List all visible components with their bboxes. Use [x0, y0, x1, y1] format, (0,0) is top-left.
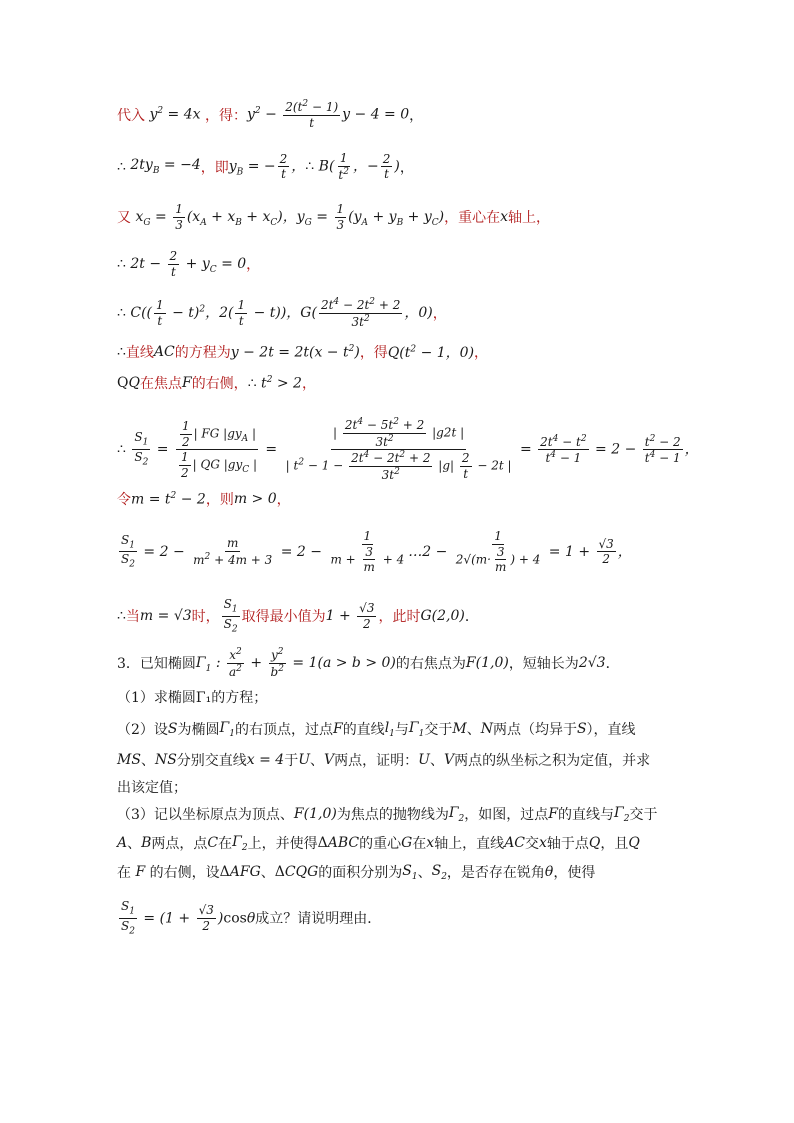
- formula: ∴ $t^2 > 2$: [247, 374, 302, 392]
- text: ，使得: [553, 865, 596, 881]
- solution-line-11: ∴ 当 m = √3 时， $\frac{S_1}{S_2}$ 取得最小值为 1 + $\frac{√3}{2}$ ，此时 G(2,0) ．: [117, 597, 479, 635]
- line-ac: AC: [153, 344, 175, 360]
- formula: $y_B$ = − $\frac{2}{t}$ ，∴ B( $\frac{1}{t^2}$ ，− $\frac{2}{t}$ ): [228, 151, 400, 182]
- formula: ∴ C(( $\frac{1}{t}$ − t)$^2$，2( $\frac{1}{t}$ − t))，G( $\frac{2t^4 - 2t^2 + 2}{3t^2}$ ，0): [117, 297, 433, 329]
- solution-line-4: ∴ 2t − $\frac{2}{t}$ + $y_C = 0$ ，: [117, 249, 261, 279]
- formula: $\frac{S_1}{S_2}$ = 2 − $\frac{m}{m^2 + 4m + 3}$ = 2 − 1 m + $\frac{3}{m}$ + 4 …2 − 1 2√(m· $\frac{3}{m}$ ) + 4 = 1 + $\frac{√3}{2}$ ，: [121, 529, 632, 575]
- problem-part-2-line-3: [117, 777, 187, 797]
- text: ，此时: [378, 609, 421, 626]
- formula: $2ty_B = -4$: [125, 157, 201, 176]
- text: ，且: [600, 836, 629, 852]
- text: ），直线: [586, 722, 636, 738]
- text: 时，: [191, 609, 220, 626]
- text: 与: [394, 722, 409, 738]
- text: ，得: [359, 345, 388, 361]
- text: （3）记以坐标原点为顶点、: [117, 807, 294, 823]
- formula: $\frac{S_1}{S_2}$: [223, 597, 238, 635]
- solution-line-10: [117, 530, 632, 574]
- formula: F(1,0): [465, 655, 509, 672]
- text: 在: [218, 836, 233, 852]
- formula: QQ: [117, 375, 140, 391]
- text: （2）设: [117, 722, 168, 738]
- solution-line-5: ∴ C(( $\frac{1}{t}$ − t)$^2$，2( $\frac{1}{t}$ − t))，G( $\frac{2t^4 - 2t^2 + 2}{3t^2}$ ，0) ，: [117, 297, 447, 329]
- text: 直线: [125, 345, 154, 361]
- text: 在焦点: [139, 376, 182, 392]
- solution-line-6: ∴ 直线 AC 的方程为 $y - 2t = 2t(x - t^2)$ ，得 $Q(t^2 - 1$，0) ，: [117, 343, 489, 361]
- formula: $y - 2t = 2t(x - t^2)$: [230, 343, 360, 361]
- text: ，重心在: [444, 210, 501, 227]
- formula: 2√3: [578, 655, 606, 672]
- formula: m = √3: [139, 608, 192, 625]
- problem-part-2-line-2: MS 、 NS 分别交直线 x = 4 于 U 、 V 两点，证明： U 、 V 两点的纵坐标之积为定值，并求: [117, 752, 651, 769]
- text: 出该定值；: [117, 780, 187, 796]
- formula: F: [181, 375, 192, 391]
- axis-symbol: x: [500, 209, 508, 226]
- text: 、: [127, 836, 142, 852]
- formula: ∴ $\frac{S_1}{S_2}$ = $\frac{1}{2}$ | FG $|gy_A$ | $\frac{1}{2}$ | QG $|gy_C$ | = | $\frac{2t^4 - 5t^2 + 2}{3t^2}$ |g2t | | $t^2 - 1$ − $\frac{2t^4 - 2t^2 + 2}{3t^2}$ |g| $\frac{2}{t}$ − 2t | = $\frac{2t^4 - t^2}{t^4 - 1}$ = 2 − $\frac{t^2 - 2}{t^4 - 1}$ ，: [117, 417, 699, 482]
- formula: $y^2$ − $\frac{2(t^2 - 1)}{t}$ y − 4 = 0: [246, 99, 410, 130]
- formula: $\frac{S_1}{S_2}$ = (1 + $\frac{√3}{2}$ )cosθ: [121, 899, 256, 937]
- text: 两点（均异于: [492, 722, 577, 738]
- text: 两点，点: [151, 836, 208, 852]
- text: 轴上，: [508, 210, 550, 227]
- text: 轴于点: [546, 836, 589, 852]
- problem-part-3-line-4: [117, 900, 381, 937]
- problem-3-intro: 3． 已知椭圆 $\Gamma_1$ : $\frac{x^2}{a^2}$ + $\frac{y^2}{b^2}$ = 1(a > b > 0) 的右焦点为 F(1,0) ，短轴长为 2√3 ．: [117, 647, 620, 679]
- text: 的右顶点，过点: [234, 722, 333, 738]
- text: 于: [284, 753, 299, 769]
- therefore-symbol: ∴: [117, 158, 126, 175]
- text: 交于: [629, 807, 658, 823]
- problem-number: 3．: [117, 656, 140, 673]
- problem-part-3-line-1: （3）记以坐标原点为顶点、 F(1,0) 为焦点的抛物线为 $\Gamma_2$ ，如图，过点 F 的直线与 $\Gamma_2$ 交于: [117, 804, 658, 824]
- text: 代入: [117, 107, 145, 124]
- text: 、: [429, 753, 444, 769]
- text: ，得：: [204, 107, 247, 124]
- text: 两点，证明：: [334, 753, 419, 769]
- text: 分别交直线: [176, 753, 247, 769]
- text: 、: [310, 753, 325, 769]
- text: 、: [466, 722, 481, 738]
- text: 的方程为: [174, 345, 231, 361]
- formula: $Q(t^2 - 1$，0): [387, 344, 475, 361]
- text: 令: [117, 492, 131, 508]
- problem-part-2-line-1: （2）设 S 为椭圆 $\Gamma_1$ 的右顶点，过点 F 的直线 $l_1$ 与 $\Gamma_1$ 交于 M 、 N 两点（均异于 S ），直线: [117, 719, 636, 739]
- text: 、: [140, 753, 155, 769]
- text: 成立？请说明理由．: [255, 911, 382, 928]
- text: 在: [412, 836, 427, 852]
- text: 的右焦点为: [395, 656, 466, 673]
- text: 当: [125, 609, 140, 626]
- problem-part-1: [117, 687, 267, 707]
- text: 的直线与: [558, 807, 614, 823]
- solution-line-9: 令 $m = t^2 - 2$ ，则 m > 0 ，: [117, 490, 291, 508]
- text: 为焦点的抛物线为: [336, 807, 449, 823]
- text: 已知椭圆: [139, 656, 196, 673]
- text: 又: [117, 210, 131, 227]
- text: 的直线: [342, 722, 385, 738]
- text: 的面积分别为: [318, 865, 403, 881]
- formula: G(2,0): [420, 608, 465, 625]
- text: 交: [525, 836, 540, 852]
- formula: 1 + $\frac{√3}{2}$: [325, 601, 375, 631]
- text: ，则: [205, 492, 234, 508]
- solution-line-7: QQ 在焦点 F 的右侧， ∴ $t^2 > 2$ ，: [117, 374, 316, 392]
- problem-part-3-line-3: 在 F 的右侧，设 ΔAFG 、 ΔCQG 的面积分别为 $S_1$ 、 $S_2$ ，是否存在锐角 θ ，使得: [117, 862, 596, 882]
- text: ，如图，过点: [464, 807, 549, 823]
- text: ，是否存在锐角: [446, 865, 545, 881]
- solution-line-2: ∴ $2ty_B = -4$ ，即 $y_B$ = − $\frac{2}{t}$ ，∴ B( $\frac{1}{t^2}$ ，− $\frac{2}{t}$ ) ，: [117, 151, 414, 182]
- solution-line-8: [117, 418, 699, 481]
- formula: $\Gamma_1$ : $\frac{x^2}{a^2}$ + $\frac{y^2}{b^2}$ = 1(a > b > 0): [195, 647, 396, 679]
- problem-part-3-line-2: A 、 B 两点，点 C 在 $\Gamma_2$ 上，并使得 ΔABC 的重心 G 在 x 轴上，直线 AC 交 x 轴于点 Q ，且 Q: [117, 833, 640, 853]
- solution-line-1: 代入 $y^2 = 4x$ ，得： $y^2$ − $\frac{2(t^2 - 1)}{t}$ y − 4 = 0 ，: [117, 99, 424, 130]
- formula: $m = t^2 - 2$: [131, 490, 206, 508]
- formula: ∴ 2t − $\frac{2}{t}$ + $y_C = 0$: [117, 249, 247, 279]
- text: ，即: [200, 159, 229, 176]
- solution-line-3: [117, 203, 550, 231]
- formula: $x_G$ = $\frac{1}{3}$ $(x_A + x_B + x_C)$，$y_G$ = $\frac{1}{3}$ $(y_A + y_B + y_C)$: [131, 202, 445, 232]
- text: 上，并使得: [247, 836, 318, 852]
- text: 交于: [424, 722, 453, 738]
- text: 取得最小值为: [241, 609, 326, 626]
- text: 两点的纵坐标之积为定值，并求: [454, 753, 651, 769]
- text: 轴上，直线: [434, 836, 505, 852]
- text: 、: [260, 865, 275, 881]
- formula: $y^2 = 4x$: [145, 106, 205, 123]
- text: 的右侧，: [191, 376, 248, 392]
- text: 、: [417, 865, 432, 881]
- text: （1）求椭圆Γ₁的方程；: [117, 690, 268, 706]
- formula: m > 0: [233, 491, 277, 507]
- text: 的右侧，设: [149, 865, 220, 881]
- text: 为椭圆: [177, 722, 220, 738]
- text: 的重心: [359, 836, 402, 852]
- text: ，短轴长为: [508, 656, 579, 673]
- text: 在: [117, 865, 131, 881]
